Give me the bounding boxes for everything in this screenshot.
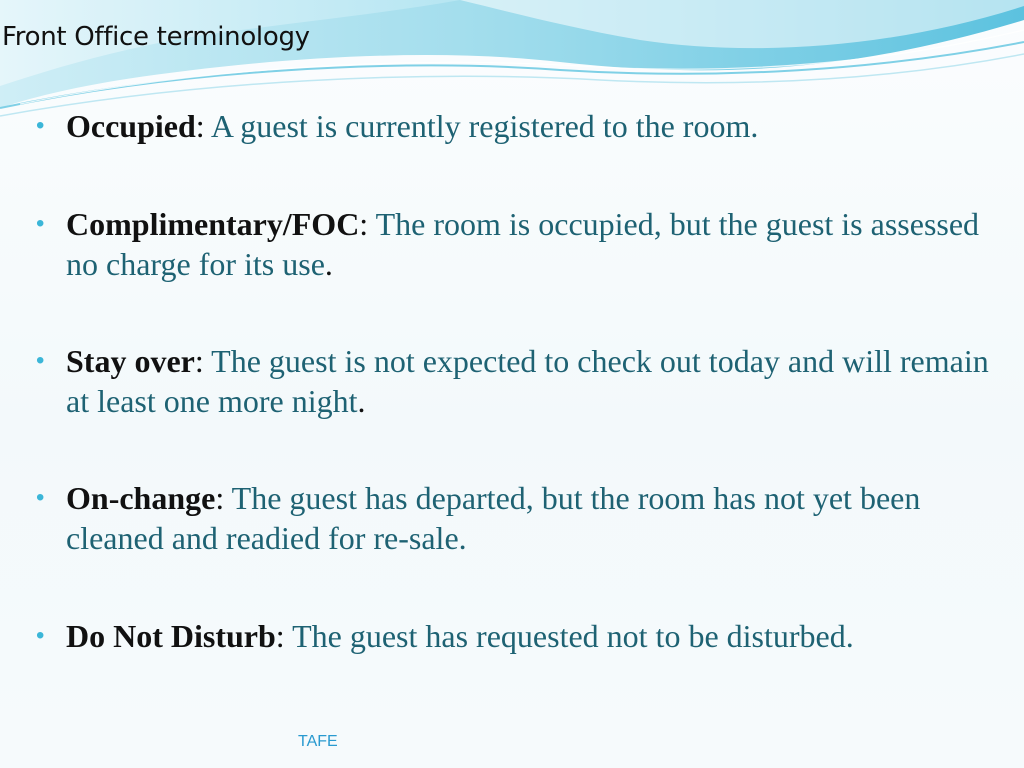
term-label: Stay over [66,343,195,379]
list-item-on-change [36,478,996,558]
bullet-icon: • [36,112,45,139]
definition-end: . [324,246,333,282]
bullet-icon: • [36,484,45,511]
list-item-text [66,616,996,656]
term-definition: The guest is not expected to check out today and will remain at least one more night [66,343,989,419]
slide-title: Front Office terminology [2,22,310,52]
term-label: Complimentary/FOC [66,206,360,242]
term-separator: : [195,108,205,144]
term-label: On-change [66,480,216,516]
term-definition: The guest has departed, but the room has not yet been cleaned and readied for re-sale. [66,480,921,556]
bullet-icon: • [36,210,45,237]
list-item-text [66,341,996,421]
term-separator: : [194,343,204,379]
term-definition: The guest has requested not to be disturbed. [284,618,854,654]
term-label: Do Not Disturb [66,618,276,654]
definition-end: . [357,383,366,419]
list-item-text [66,478,996,558]
bullet-icon: • [36,622,45,649]
bullet-icon: • [36,347,45,374]
term-separator: : [215,480,225,516]
term-definition: The room is occupied, but the guest is assessed no charge for its use [66,206,980,282]
list-item-stay-over [36,341,996,421]
term-definition: A guest is currently registered to the room. [204,108,759,144]
list-item-complimentary [36,204,996,284]
term-label: Occupied [66,108,196,144]
list-item-occupied [36,106,996,146]
footer-label: TAFE [298,733,338,750]
list-item-text [66,204,996,284]
term-separator: : [359,206,369,242]
list-item-do-not-disturb [36,616,996,656]
term-separator: : [275,618,285,654]
list-item-text [66,106,996,146]
